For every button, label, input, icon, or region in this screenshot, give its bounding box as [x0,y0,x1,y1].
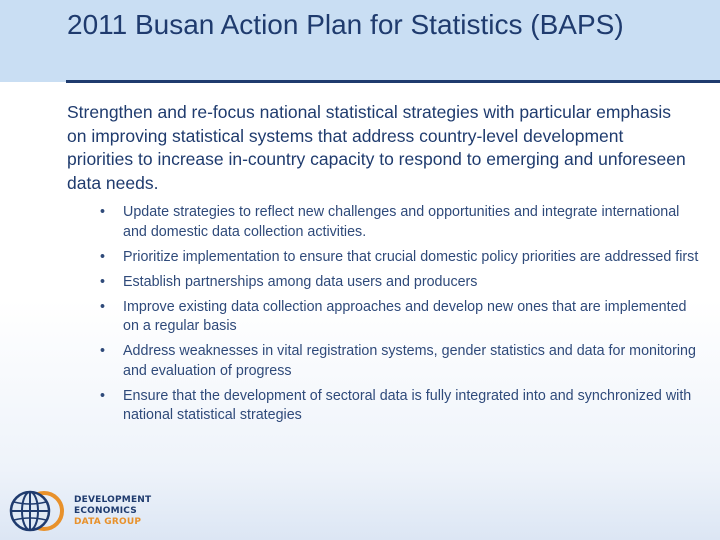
bullet-marker: • [100,298,106,315]
organization-logo [4,488,204,534]
bullet-text: Improve existing data collection approaches and develop new ones that are implemented on a regular basis [123,298,687,334]
list-item [100,248,700,268]
list-item [100,342,700,381]
bullet-marker: • [100,248,106,265]
list-item [100,298,700,337]
logo-wordmark [74,495,204,528]
list-item [100,203,700,242]
bullet-text: Update strategies to reflect new challenges and opportunities and integrate international and domestic data collection activities. [123,204,680,240]
list-item [100,387,700,426]
intro-paragraph: Strengthen and re-focus national statistical strategies with particular emphasis on improving statistical systems that address country-level development priorities to increase in-country capacity to respond to emerging and unforeseen data needs. [67,102,686,193]
bullet-text: Prioritize implementation to ensure that crucial domestic policy priorities are addressed first [123,248,699,265]
bullet-marker: • [100,204,106,220]
bullet-text: Address weaknesses in vital registration systems, gender statistics and data for monitoring and evaluation of progress [123,343,696,379]
bullet-list [100,203,700,431]
logo-line-secondary: DATA GROUP [74,516,142,527]
title-divider [66,80,720,83]
list-item [100,273,700,293]
bullet-marker: • [100,343,106,359]
bullet-text: Ensure that the development of sectoral data is fully integrated into and synchronized with national statistical strategies [123,387,692,423]
bullet-marker: • [100,273,106,290]
globe-logo-icon [4,489,70,533]
bullet-marker: • [100,387,106,404]
logo-line-primary: DEVELOPMENT ECONOMICS [74,494,152,516]
bullet-text: Establish partnerships among data users and producers [123,273,478,290]
slide-title: 2011 Busan Action Plan for Statistics (BAPS) [67,9,624,40]
